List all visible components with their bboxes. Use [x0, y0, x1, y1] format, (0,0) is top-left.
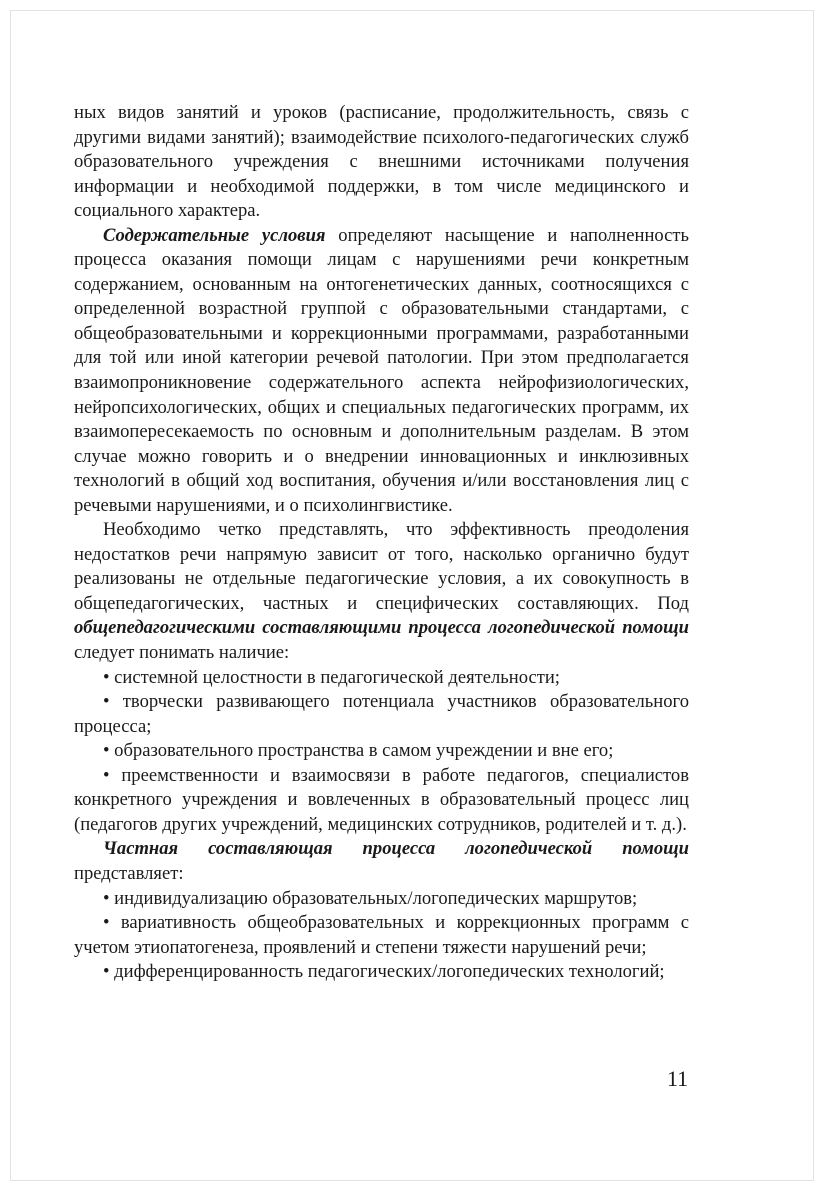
paragraph-text-tail: следует понимать наличие:: [74, 642, 290, 664]
paragraph-text: Необходимо четко представлять, что эффективность преодоления недостатков речи напрямую зависит от того, насколько органично будут реализованы не отдельные педагогические условия, а их совокупность в общепедагогических, частных и специфических составляющих. Под: [74, 519, 689, 614]
list-item: • дифференцированность педагогических/логопедических технологий;: [103, 961, 665, 983]
list-item: • системной целостности в педагогической деятельности;: [103, 666, 560, 688]
paragraph-text: представляет:: [74, 862, 184, 884]
term-content-conditions: Содержательные условия: [103, 224, 326, 246]
list-item: • преемственности и взаимосвязи в работе педагогов, специалистов конкретного учреждения и вовлеченных в образовательный процесс лиц (педагогов других учреждений, медицинских сотрудников, родителей и т. д.).: [74, 764, 689, 835]
list-item: • вариативность общеобразовательных и коррекционных программ с учетом этиопатогенеза, проявлений и степени тяжести нарушений речи;: [74, 912, 689, 958]
term-private-component: Частная составляющая процесса логопедической помощи: [103, 838, 689, 860]
page-text: [74, 101, 689, 985]
term-general-components: общепедагогическими составляющими процесса логопедической помощи: [74, 617, 689, 639]
paragraph-private-component: [74, 837, 689, 886]
paragraph-effectiveness: [74, 518, 689, 665]
paragraph-content-conditions: [74, 224, 689, 519]
list-item: • образовательного пространства в самом учреждении и вне его;: [103, 740, 614, 762]
list-item: • индивидуализацию образовательных/логопедических маршрутов;: [103, 887, 638, 909]
list-item: • творчески развивающего потенциала участников образовательного процесса;: [74, 691, 689, 737]
paragraph-continuation: ных видов занятий и уроков (расписание, продолжительность, связь с другими видами занятий); взаимодействие психолого-педагогических служб образовательного учреждения с внешними источниками получения информации и необходимой поддержки, в том числе медицинского и социального характера.: [74, 102, 689, 222]
paragraph-text: определяют насыщение и наполненность процесса оказания помощи лицам с нарушениями речи конкретным содержанием, основанным на онтогенетических данных, соотносящихся с определенной возрастной группой с образовательными стандартами, с общеобразовательными и коррекционными программами, разработанными для той или иной категории речевой патологии. При этом предполагается взаимопроникновение содержательного аспекта нейрофизиологических, нейропсихологических, общих и специальных педагогических программ, их взаимопересекаемость по основным и дополнительным разделам. В этом случае можно говорить и о внедрении инновационных и инклюзивных технологий в общий ход воспитания, обучения и/или восстановления лиц с речевыми нарушениями, и о психолингвистике.: [74, 224, 690, 516]
page-number: 11: [667, 1066, 689, 1091]
